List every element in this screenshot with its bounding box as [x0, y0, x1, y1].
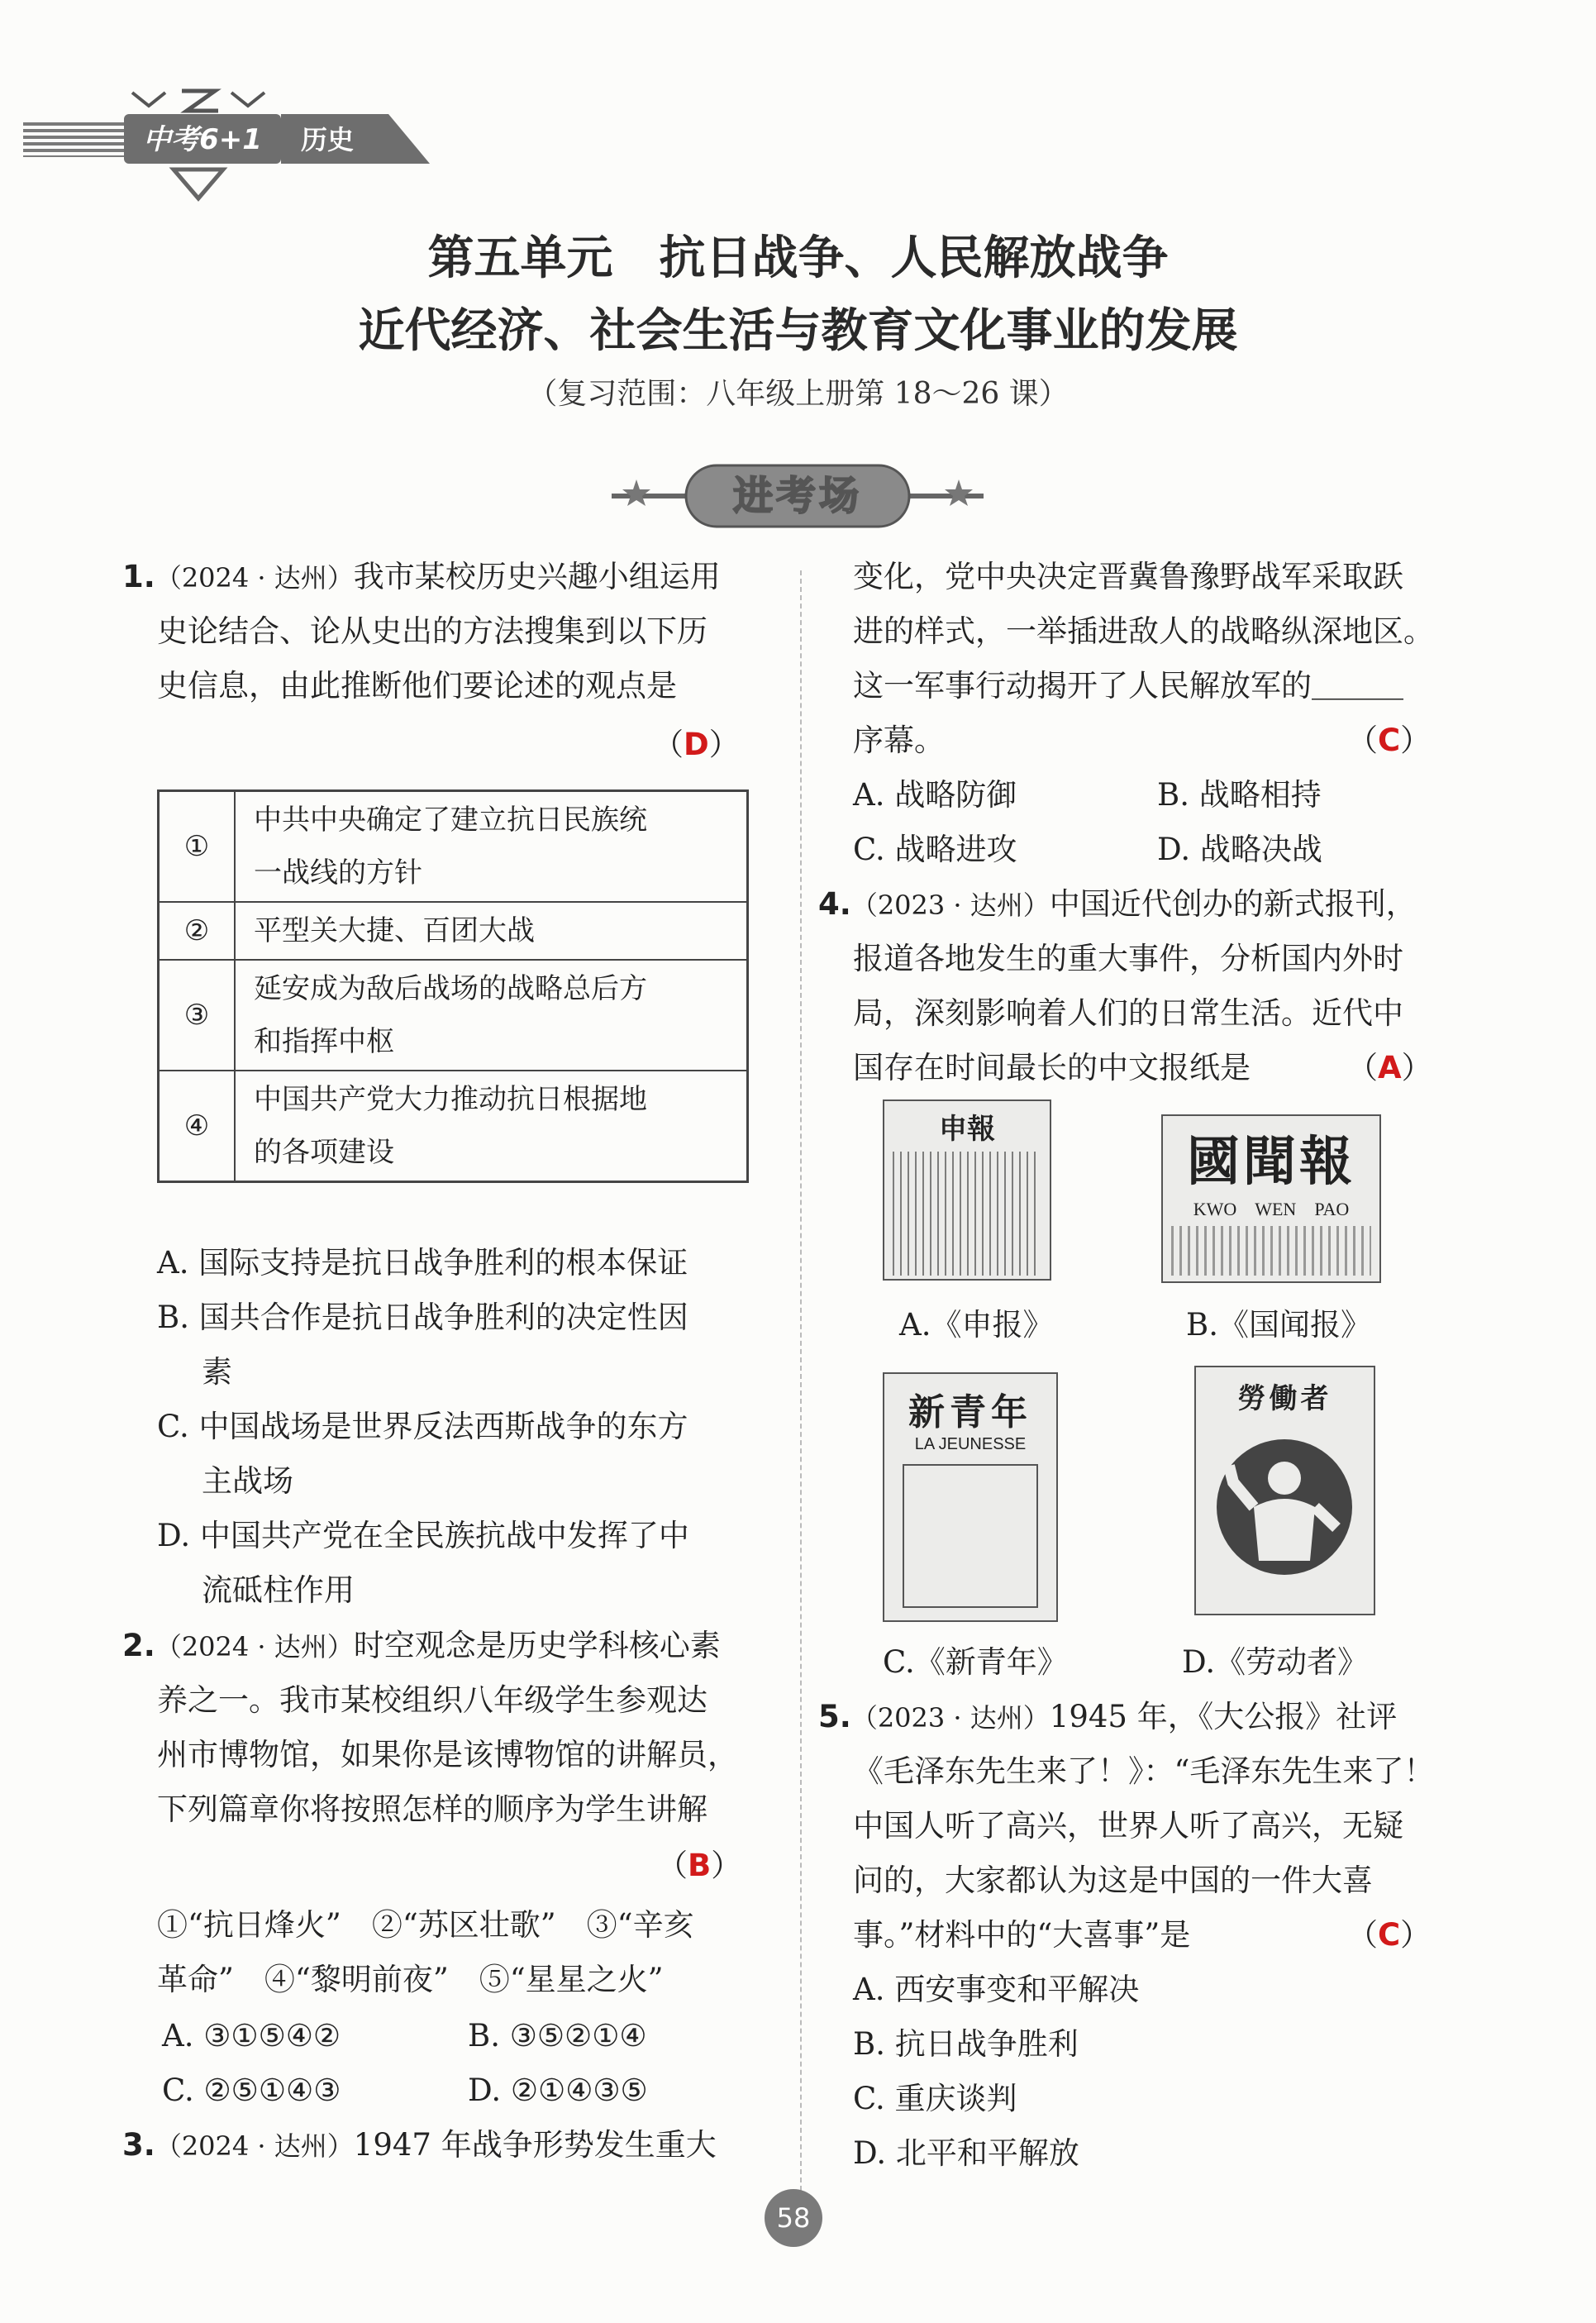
unit-title: 第五单元 抗日战争、人民解放战争: [427, 231, 1169, 285]
q4-stem-line: 局，深刻影响着人们的日常生活。近代中: [853, 995, 1403, 1031]
q1-answer: D: [684, 727, 709, 762]
q2-stem-line: 时空观念是历史学科核心素: [353, 1628, 721, 1663]
q4-number: 4.: [818, 886, 851, 922]
q1-stem-line: 史信息，由此推断他们要论述的观点是: [157, 668, 677, 704]
q1-number: 1.: [122, 559, 155, 594]
q5-option-b: B. 抗日战争胜利: [853, 2026, 1079, 2062]
q5-stem-line: 1945 年，《大公报》社评: [1049, 1699, 1398, 1734]
column-divider: [800, 570, 802, 2191]
q5-option-c: C. 重庆谈判: [853, 2081, 1017, 2116]
q1-option-c-cont: 主战场: [202, 1463, 293, 1499]
q5-stem-line: 中国人听了高兴，世界人听了高兴，无疑: [853, 1808, 1403, 1844]
q1-option-c: C. 中国战场是世界反法西斯战争的东方: [157, 1409, 688, 1444]
q5-first-line: [818, 1690, 1397, 1745]
q1-first-line: [122, 550, 721, 605]
q3-answer-bracket: （C）: [1347, 723, 1432, 758]
q3-stem-line: 这一军事行动揭开了人民解放军的＿＿＿: [853, 668, 1403, 704]
q2-option-d: D. ②①④③⑤: [468, 2073, 648, 2108]
q5-option-a: A. 西安事变和平解决: [853, 1972, 1140, 2007]
q1-option-a: A. 国际支持是抗日战争胜利的根本保证: [157, 1245, 688, 1281]
q1-stem-line: 史论结合、论从史出的方法搜集到以下历: [157, 613, 707, 649]
q2-items-line: ①“抗日烽火” ②“苏区壮歌” ③“辛亥: [157, 1907, 694, 1943]
q3-stem-line: 变化，党中央决定晋冀鲁豫野战军采取跃: [853, 559, 1403, 594]
q4-caption-b: B.《国闻报》: [1186, 1307, 1371, 1343]
q2-answer-bracket: （B）: [657, 1848, 742, 1883]
series-logo-text: 中考6+1: [143, 123, 262, 156]
unit-subtitle: 近代经济、社会生活与教育文化事业的发展: [358, 304, 1238, 358]
q5-option-d: D. 北平和平解放: [853, 2135, 1079, 2171]
q1-stem-line: 我市某校历史兴趣小组运用: [353, 559, 721, 594]
q3-option-a: A. 战略防御: [853, 777, 1017, 813]
subject-label: 历史: [301, 124, 355, 155]
q3-option-d: D. 战略决战: [1157, 832, 1322, 867]
q4-answer-bracket: （A）: [1347, 1050, 1432, 1085]
q4-source: （2023 · 达州）: [850, 890, 1050, 921]
q1-material-table: [157, 789, 749, 1183]
q2-stem-line: 下列篇章你将按照怎样的顺序为学生讲解: [157, 1791, 707, 1827]
q2-items-line: 革命” ④“黎明前夜” ⑤“星星之火”: [157, 1962, 664, 1997]
q5-answer-bracket: （C）: [1347, 1917, 1432, 1953]
q2-source: （2024 · 达州）: [155, 1631, 354, 1662]
q4-stem-line: 报道各地发生的重大事件，分析国内外时: [853, 941, 1403, 976]
q2-stem-line: 州市博物馆，如果你是该博物馆的讲解员，: [157, 1737, 738, 1772]
section-banner: 进考场: [732, 473, 862, 519]
q2-first-line: [122, 1619, 721, 1674]
q3-option-b: B. 战略相持: [1157, 777, 1322, 813]
q5-source: （2023 · 达州）: [850, 1702, 1050, 1734]
table-row: [159, 1071, 748, 1182]
q5-stem-line: 问的，大家都认为这是中国的一件大喜: [853, 1863, 1373, 1898]
q3-option-c: C. 战略进攻: [853, 832, 1017, 867]
q2-option-c: C. ②⑤①④③: [162, 2073, 341, 2108]
q5-number: 5.: [818, 1699, 851, 1734]
newspaper-image-xinqingnian: 新青年 LA JEUNESSE: [883, 1372, 1058, 1622]
q4-caption-d: D.《劳动者》: [1182, 1644, 1369, 1680]
q3-stem-line: 进的样式，一举插进敌人的战略纵深地区。: [853, 613, 1434, 649]
table-cell-text: 中国共产党大力推动抗日根据地 的各项建设: [235, 1071, 748, 1182]
q1-source: （2024 · 达州）: [155, 562, 354, 594]
q2-option-b: B. ③⑤②①④: [468, 2018, 647, 2053]
q4-stem-line: 国存在时间最长的中文报纸是: [853, 1050, 1251, 1085]
q2-stem-line: 养之一。我市某校组织八年级学生参观达: [157, 1682, 707, 1718]
table-row: [159, 791, 748, 903]
q1-option-b-cont: 素: [202, 1354, 232, 1390]
review-scope: （复习范围：八年级上册第 18～26 课）: [527, 377, 1069, 411]
q2-option-a: A. ③①⑤④②: [162, 2018, 341, 2053]
q5-stem-line: 《毛泽东先生来了！》：“毛泽东先生来了！: [853, 1753, 1435, 1789]
q4-caption-c: C.《新青年》: [883, 1644, 1068, 1680]
q4-answer: A: [1378, 1050, 1402, 1085]
newspaper-image-laodongzhe: 勞働者: [1194, 1366, 1375, 1615]
q2-number: 2.: [122, 1628, 155, 1663]
q1-option-d-cont: 流砥柱作用: [202, 1572, 355, 1608]
page-number: 58: [765, 2189, 822, 2247]
table-cell-number: ①: [159, 791, 236, 903]
table-row: [159, 902, 748, 960]
worker-illustration-icon: [1196, 1416, 1374, 1598]
table-cell-number: ③: [159, 960, 236, 1071]
q3-stem-line: 1947 年战争形势发生重大: [353, 2127, 717, 2163]
q5-answer: C: [1378, 1917, 1401, 1953]
q4-caption-a: A.《申报》: [899, 1307, 1054, 1343]
q3-stem-line: 序幕。: [853, 723, 945, 758]
q3-answer: C: [1378, 723, 1401, 758]
table-cell-number: ②: [159, 902, 236, 960]
q3-source: （2024 · 达州）: [155, 2130, 354, 2162]
q1-option-b: B. 国共合作是抗日战争胜利的决定性因: [157, 1300, 688, 1335]
q3-number: 3.: [122, 2127, 155, 2163]
table-row: [159, 960, 748, 1071]
q4-stem-line: 中国近代创办的新式报刊，: [1049, 886, 1417, 922]
table-cell-text: 中共中央确定了建立抗日民族统 一战线的方针: [235, 791, 748, 903]
q3-first-line: [122, 2118, 717, 2173]
q1-answer-bracket: （D）: [653, 727, 740, 762]
newspaper-image-shenbao: 申報: [883, 1099, 1051, 1281]
table-cell-text: 延安成为敌后战场的战略总后方 和指挥中枢: [235, 960, 748, 1071]
q2-answer: B: [688, 1848, 712, 1883]
q5-stem-line: 事。”材料中的“大喜事”是: [853, 1917, 1191, 1953]
q1-option-d: D. 中国共产党在全民族抗战中发挥了中: [157, 1518, 689, 1553]
table-cell-text: 平型关大捷、百团大战: [235, 902, 748, 960]
table-cell-number: ④: [159, 1071, 236, 1182]
q4-first-line: [818, 877, 1417, 933]
newspaper-image-guowenbao: 國聞報 KWO WEN PAO: [1161, 1114, 1381, 1283]
